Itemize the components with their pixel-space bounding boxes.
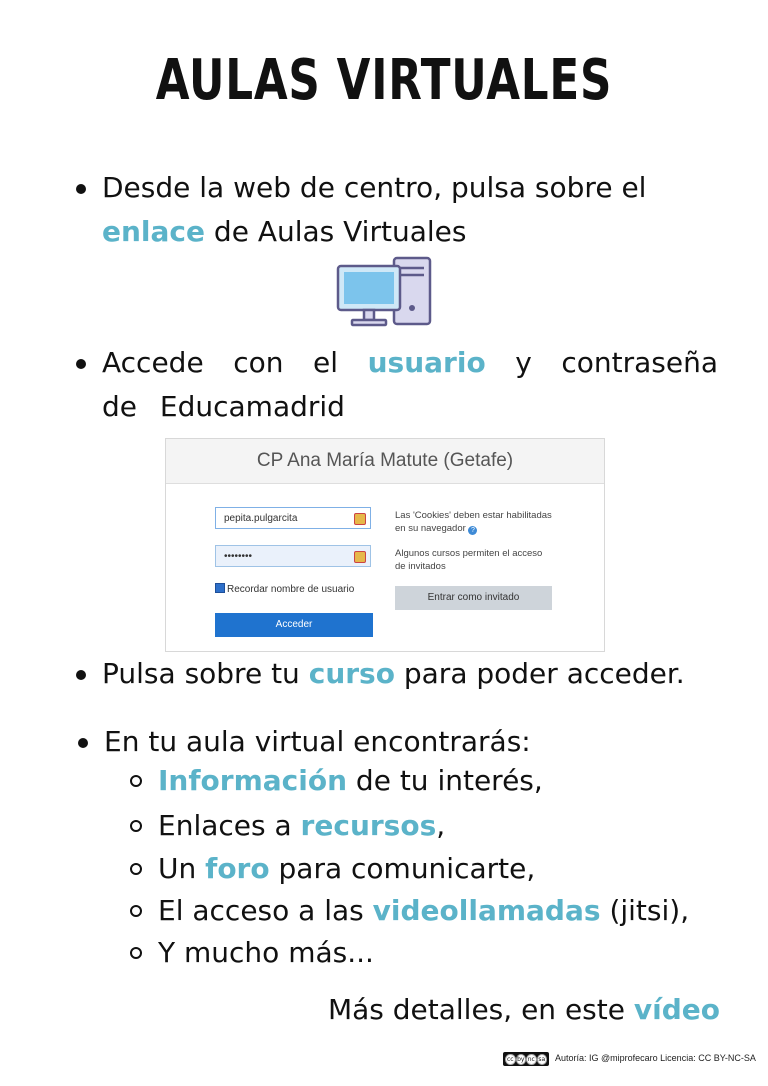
- sub-item-videollamadas: El acceso a las videollamadas (jitsi),: [158, 890, 689, 932]
- key-icon: [354, 551, 366, 563]
- credit-text: Autoría: IG @miprofecaro Licencia: CC BY-NC-SA: [555, 1053, 756, 1063]
- login-screenshot: [165, 438, 605, 652]
- bullet-dot: [76, 359, 86, 369]
- bullet-acceso: Accede con el usuario y contraseña de Educamadrid: [102, 341, 718, 429]
- usuario-highlight: usuario: [367, 346, 486, 379]
- computer-icon: [336, 256, 436, 328]
- bullet-curso: Pulsa sobre tu curso para poder acceder.: [102, 652, 718, 696]
- bullet-dot: [78, 738, 88, 748]
- circle-bullet-icon: [130, 905, 142, 917]
- login-header: CP Ana María Matute (Getafe): [166, 439, 604, 484]
- circle-bullet-icon: [130, 820, 142, 832]
- cc-license-icon: cc by nc sa: [503, 1052, 549, 1066]
- bullet-dot: [76, 670, 86, 680]
- password-field[interactable]: ••••••••: [215, 545, 371, 567]
- sub-item-mucho-mas: Y mucho más...: [158, 932, 374, 974]
- circle-bullet-icon: [130, 775, 142, 787]
- cookies-info: Las 'Cookies' deben estar habilitadas en su navegador ?: [395, 510, 552, 534]
- help-icon[interactable]: ?: [468, 526, 477, 535]
- username-field[interactable]: pepita.pulgarcita: [215, 507, 371, 529]
- bullet-line-1: Desde la web de centro, pulsa sobre el: [102, 171, 647, 204]
- circle-bullet-icon: [130, 863, 142, 875]
- bullet-aula-virtual: En tu aula virtual encontrarás:: [104, 720, 720, 764]
- sub-item-foro: Un foro para comunicarte,: [158, 848, 535, 890]
- sub-item-informacion: Información de tu interés,: [158, 760, 543, 802]
- circle-bullet-icon: [130, 947, 142, 959]
- acceder-button[interactable]: Acceder: [215, 613, 373, 637]
- video-link[interactable]: vídeo: [633, 993, 720, 1026]
- bullet-dot: [76, 184, 86, 194]
- remember-checkbox[interactable]: Recordar nombre de usuario: [215, 583, 354, 595]
- enlace-link[interactable]: enlace: [102, 215, 206, 248]
- details-line: Más detalles, en este vídeo: [327, 993, 720, 1026]
- guest-info: Algunos cursos permiten el acceso de invitados: [395, 548, 543, 572]
- curso-highlight: curso: [308, 657, 395, 690]
- checkbox-checked-icon[interactable]: [215, 583, 225, 593]
- sub-item-recursos: Enlaces a recursos,: [158, 805, 445, 847]
- key-icon: [354, 513, 366, 525]
- page-title: AULAS VIRTUALES: [155, 48, 613, 113]
- guest-button[interactable]: Entrar como invitado: [395, 586, 552, 610]
- bullet-web-centro: Desde la web de centro, pulsa sobre el enlace de Aulas Virtuales: [102, 166, 718, 254]
